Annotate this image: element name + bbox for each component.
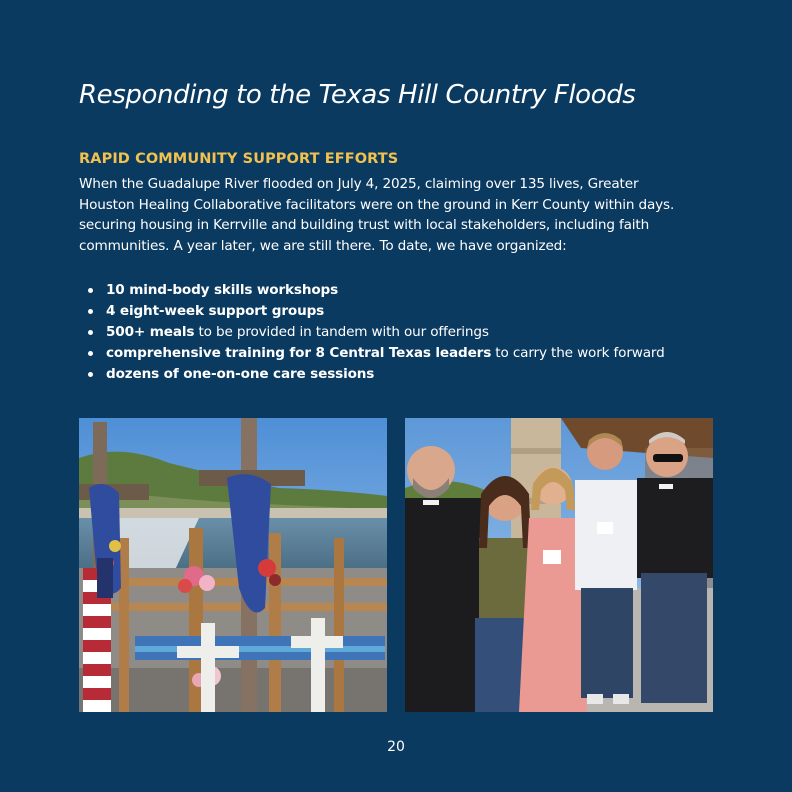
list-item-text: to be provided in tandem with our offerings xyxy=(194,324,489,340)
page-title: Responding to the Texas Hill Country Floods xyxy=(79,80,636,110)
list-item xyxy=(88,364,665,385)
bullet-icon xyxy=(88,330,93,335)
list-item-bold: dozens of one-on-one care sessions xyxy=(106,366,375,382)
memorial-crosses-photo xyxy=(79,418,387,712)
list-item-bold: comprehensive training for 8 Central Texas leaders xyxy=(106,345,492,361)
group-photo xyxy=(405,418,713,712)
list-item-bold: 10 mind-body skills workshops xyxy=(106,282,339,298)
list-item xyxy=(88,343,665,364)
list-item xyxy=(88,280,665,301)
section-subheading: RAPID COMMUNITY SUPPORT EFFORTS xyxy=(79,151,399,167)
intro-line: securing housing in Kerrville and building trust with local stakeholders, including faith xyxy=(79,217,650,234)
bullet-icon xyxy=(88,309,93,314)
achievements-list xyxy=(88,280,665,385)
list-item xyxy=(88,301,665,322)
intro-paragraph xyxy=(79,174,719,256)
bullet-icon xyxy=(88,351,93,356)
intro-line: Houston Healing Collaborative facilitators were on the ground in Kerr County within days. xyxy=(79,196,675,213)
bullet-icon xyxy=(88,372,93,377)
page-number: 20 xyxy=(387,739,405,755)
intro-line: When the Guadalupe River flooded on July 4, 2025, claiming over 135 lives, Greater xyxy=(79,176,639,192)
list-item-text: to carry the work forward xyxy=(491,345,665,361)
bullet-icon xyxy=(88,288,93,293)
list-item-bold: 4 eight-week support groups xyxy=(106,303,325,319)
intro-line: communities. A year later, we are still there. To date, we have organized: xyxy=(79,237,567,254)
list-item-bold: 500+ meals xyxy=(106,324,195,340)
list-item xyxy=(88,322,665,343)
